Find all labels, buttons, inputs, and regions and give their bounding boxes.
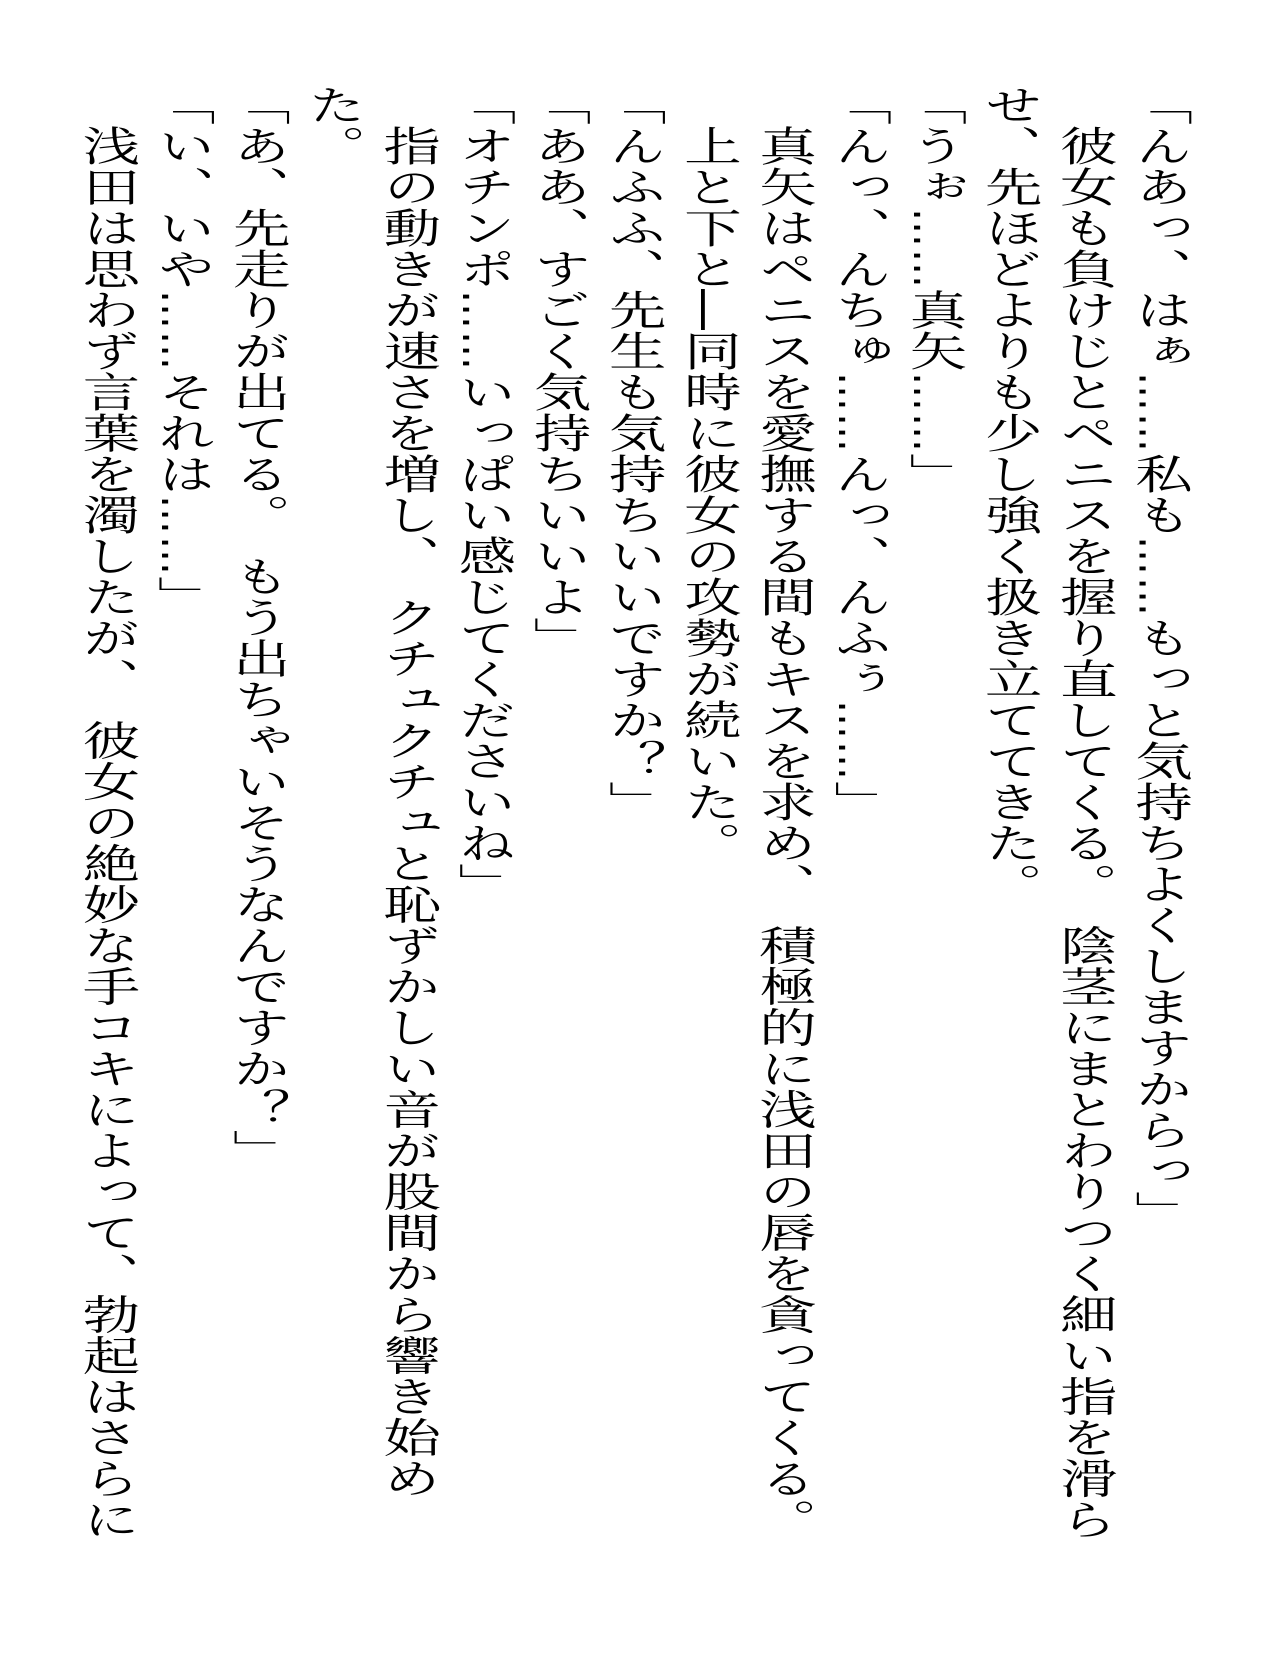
text-line: 「あ、先走りが出てる。 もう出ちゃいそうなんですか？」 [225, 84, 290, 1171]
text-line: 「んふふ、先生も気持ちいいですか？」 [601, 84, 666, 822]
page-text [68, 84, 1196, 1656]
text-line: 「うぉ……真矢……」 [901, 84, 967, 494]
text-line: 「ああ、すごく気持ちいいよ」 [525, 84, 591, 658]
text-line: 「い、いや……それは……」 [150, 84, 215, 617]
text-line: 「んあっ、はぁ……私も……もっと気持ちよくしますからっ」 [1127, 84, 1192, 1232]
text-line: せ、先ほどよりも少し強く扱き立ててきた。 [977, 84, 1042, 904]
text-line: 彼女も負けじとペニスを握り直してくる。 陰茎にまとわりつく細い指を滑ら [1052, 125, 1117, 1540]
text-line: 浅田は思わず言葉を濁したが、 彼女の絶妙な手コキによって、勃起はさらに [74, 125, 140, 1540]
text-line: 指の動きが速さを増し、 クチュクチュと恥ずかしい音が股間から響き始め [375, 125, 440, 1499]
text-line: 「オチンポ……いっぱい感じてくださいね」 [450, 84, 516, 904]
text-line: 「んっ、んちゅ……んっ、んふぅ……」 [826, 84, 892, 822]
text-line: た。 [300, 84, 365, 166]
text-line: 真矢はペニスを愛撫する間もキスを求め、 積極的に浅田の唇を貪ってくる。 [751, 125, 816, 1540]
text-line: 上と下と―同時に彼女の攻勢が続いた。 [676, 125, 741, 863]
